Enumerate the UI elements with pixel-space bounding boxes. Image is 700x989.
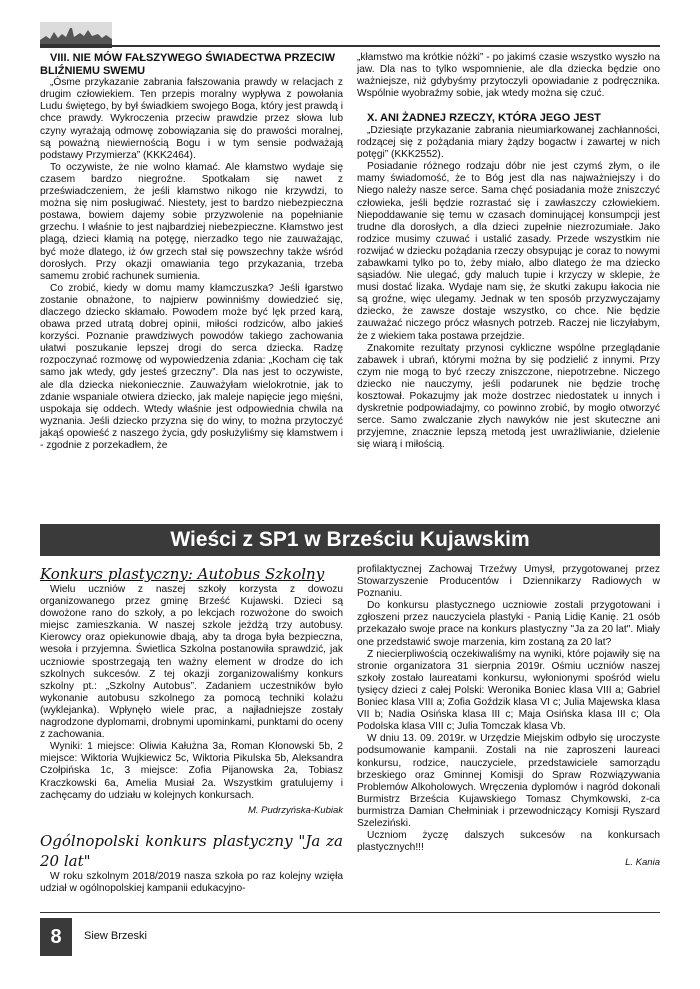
paragraph: „Dziesiąte przykazanie zabrania nieumiarkowanej zachłanności, rodzącej się z pożądania miary żądzy bogactw i zawartej w nich potęgi” (KKK2552). xyxy=(357,124,660,161)
paragraph: Znakomite rezultaty przynosi cykliczne wspólne przeglądanie zabawek i ubrań, którymi można by się podzielić z innymi. Przy czym nie mogą to być rzeczy zniszczone, niepotrzebne. Niczego dziecko nie nauczymy, jeśli podarunek nie będzie trochę kosztował. Pokazujmy jak może dostrzec niedostatek u innych i dyskretnie podpowiadajmy, co powinno zrobić, by mogło otworzyć serce. Samo zwalczanie złych nawyków nie jest skuteczne ani przyjemne, znacznie lepszą metodą jest uwrażliwianie, dzielenie się wiarą i miłością. xyxy=(357,342,660,451)
paragraph: „kłamstwo ma krótkie nóżki” - po jakimś czasie wszystko wyszło na jaw. Dla nas to tylko wspomnienie, ale dla dziecka będzie ono ważniejsze, niż gdybyśmy przytoczyli opowiadanie z podręcznika. Wspólnie wyobraźmy sobie, jak wtedy można się czuć. xyxy=(357,52,660,100)
paragraph: Wyniki: 1 miejsce: Oliwia Kałużna 3a, Roman Kłonowski 5b, 2 miejsce: Wiktoria Wujkiewicz 5c, Wiktoria Pikulska 5b, Aleksandra Czołpińska 1c, 3 miejsce: Zofia Pijanowska 2a, Tobiasz Kraczkowski 6a, Amelia Musiał 2a. Wszystkim gratulujemy i zachęcamy do udziału w kolejnych konkursach. xyxy=(40,741,343,801)
paragraph: Z niecierpliwością oczekiwaliśmy na wyniki, które pojawiły się na stronie organizatora 31 sierpnia 2019r. Ośmiu uczniów naszej szkoły zostało laureatami konkursu, wyłonionymi spośród wielu tysięcy dzieci z całej Polski: Weronika Boniec klasa VIII a; Gabriel Boniec klasa VIII a; Zofia Goździk klasa VI c; Julia Majewska klasa VII b; Nadia Osińska klasa III c; Maja Osińska klasa III c; Ola Podolska klasa VIII c; Julia Tomczak klasa Vb. xyxy=(357,648,660,733)
town-skyline-icon xyxy=(40,22,112,48)
page-number: 8 xyxy=(40,918,72,956)
paragraph: Do konkursu plastycznego uczniowie zostali przygotowani i zgłoszeni przez nauczyciela plastyki - Panią Lidię Kanię. 21 osób przekazało swoje prace na konkurs plastyczny "Ja za 20 lat". Miały one przedstawić swoje marzenia, kim zostaną za 20 lat? xyxy=(357,600,660,648)
paragraph: Wielu uczniów z naszej szkoły korzysta z dowozu organizowanego przez gminę Brześć Kujawski. Dzieci są dowożone rano do szkoły, a po lekcjach rozwożone do swoich miejsc zamieszkania. W naszej szkole jeżdżą trzy autobusy. Kierowcy oraz opiekunowie dbają, aby ta droga była bezpieczna, wesoła i przyjemna. Świetlica Szkolna postanowiła sprawdzić, jak uczniowie spostrzegają ten ważny element w drodze do ich szkolnych sukcesów. Z tej okazji zorganizowaliśmy konkurs szkolny pt.: „Szkolny Autobus”. Zadaniem uczestników było wykonanie autobusu szkolnego za pomocą techniki kolażu (wyklejanka). Wpłynęło wiele prac, a najładniejsze zostały nagrodzone dyplomami, drobnymi upominkami, punktami do oceny z zachowania. xyxy=(40,584,343,741)
paragraph: Posiadanie różnego rodzaju dóbr nie jest czymś złym, o ile mamy świadomość, że to Bóg jest dla nas najważniejszy i do Niego należy nasze serce. Sama chęć posiadania może zniszczyć człowieka, jeśli będzie rozrastać się i zawłaszczy człowiekiem. Niepoddawanie się temu w czasach dominującej konsumpcji jest trudne dla dorosłych, a dla dzieci zupełnie niezrozumiałe. Jako rodzice musimy czuwać i ustalić zasady. Przede wszystkim nie rozwijać w dziecku pożądania rzeczy obsypując je coraz to nowymi zabawkami tylko po to, żeby miało, albo dlatego że ma dziecko sąsiadów. Nie ulegać, gdy maluch tupie i krzyczy w sklepie, że musi dostać lizaka. Wydaje nam się, że skutki zakupu łakocia nie są groźne, więc ulegamy. Jednak w ten sposób przyzwyczajamy dziecko, że zawsze dostaje wszystko, co chce. Nie będzie zauważać niczego prócz własnych potrzeb. Raczej nie liczyłabym, że z wiekiem taka postawa przejdzie. xyxy=(357,161,660,342)
article-title: Konkurs plastyczny: Autobus Szkolny xyxy=(40,565,325,583)
article-title: VIII. NIE MÓW FAŁSZYWEGO ŚWIADECTWA PRZECIW BLIŹNIEMU SWEMU xyxy=(40,52,335,77)
header-rule xyxy=(112,45,660,47)
paragraph: W dniu 13. 09. 2019r. w Urzędzie Miejskim odbyło się uroczyste podsumowanie kampanii. Zostali na nie zaproszeni laureaci konkursu, rodzice, nauczyciele, przedstawiciele samorządu brzeskiego oraz Gminnej Komisji do Spraw Rozwiązywania Problemów Alkoholowych. Wręczenia dyplomów i nagród dokonali Burmistrz Brześcia Kujawskiego Tomasz Chymkowski, z-ca burmistrza Damian Chełminiak i przewodniczący Komisji Ryszard Szeleziński. xyxy=(357,733,660,829)
paragraph: To oczywiste, że nie wolno kłamać. Ale kłamstwo wydaje się czasem bardzo niegroźne. Spotkałam się nawet z przeświadczeniem, że jeśli kłamstwo nikogo nie krzywdzi, to można się nim posługiwać. Niestety, jest to bardzo niebezpieczna postawa, bowiem dajemy sobie przyzwolenie na popełnianie grzechu. I właśnie to jest najbardziej niebezpieczne. Kłamstwo jest plagą, dzieci kłamią na potęgę, nierzadko tego nie zauważając, być może dlatego, iż ów grzech stał się powszechny także wśród dorosłych. Przy okazji omawiania tego przykazania, trzeba samemu zrobić rachunek sumienia. xyxy=(40,161,343,282)
paragraph: profilaktycznej Zachowaj Trzeźwy Umysł, przygotowanej przez Stowarzyszenie Producentów i Dziennikarzy Radiowych w Poznaniu. xyxy=(357,564,660,600)
section-banner: Wieści z SP1 w Brześciu Kujawskim xyxy=(40,524,660,556)
publication-name: Siew Brzeski xyxy=(84,930,147,942)
article-title: Ogólnopolski konkurs plastyczny "Ja za 20 lat" xyxy=(40,831,343,870)
paragraph: W roku szkolnym 2018/2019 nasza szkoła po raz kolejny wzięła udział w ogólnopolskiej kampanii edukacyjno- xyxy=(40,870,343,894)
article-title: X. ANI ŻADNEJ RZECZY, KTÓRA JEGO JEST xyxy=(367,112,601,125)
article-right-top xyxy=(357,52,660,452)
paragraph: Uczniom życzę dalszych sukcesów na konkursach plastycznych!!! xyxy=(357,830,660,854)
article-left-top xyxy=(40,52,343,452)
signature: L. Kania xyxy=(625,857,660,869)
paragraph: Co zrobić, kiedy w domu mamy kłamczuszka? Jeśli łgarstwo zostanie obnażone, to najpierw powinniśmy dowiedzieć się, dlaczego dziecko skłamało. Powodem może być lęk przed karą, obawa przed utratą dobrej opinii, miłości rodziców, albo jakieś korzyści. Poznanie prawdziwych powodów takiego zachowania ułatwi poszukanie lepszej drogi do serca dziecka. Radzę rozpoczynać rozmowę od wypowiedzenia zdania: „Kocham cię tak samo jak wtedy, gdy jesteś grzeczny”. Dla nas jest to oczywiste, ale dla dziecka niekoniecznie. Zauważyłam wielokrotnie, jak to zdanie wspaniale otwiera dziecko, jak maleje napięcie jego mięśni, uspokaja się oddech. Wtedy właśnie jest odpowiednia chwila na wyznania. Jeśli dziecko przyzna się do winy, to można przytoczyć jakąś opowieść z naszego życia, gdy posłużyliśmy się kłamstwem i - zgodnie z porzekadłem, że xyxy=(40,282,343,451)
header-logo xyxy=(40,22,112,48)
signature: M. Pudrzyńska-Kubiak xyxy=(247,804,343,816)
article-right-bottom xyxy=(357,564,660,869)
paragraph: „Ósme przykazanie zabrania fałszowania prawdy w relacjach z drugim człowiekiem. Ten przepis moralny wypływa z powołania Ludu świętego, by był świadkiem swojego Boga, który jest prawdą i chce prawdy. Wykroczenia przeciw prawdzie przez słowa lub czyny wyrażają odmowę zobowiązania się do prawości moralnej, są poważną niewiernością Bogu i w tym sensie podważają podstawy Przymierza” (KKK2464). xyxy=(40,77,343,161)
footer-rule xyxy=(40,912,660,913)
article-left-bottom xyxy=(40,564,343,895)
